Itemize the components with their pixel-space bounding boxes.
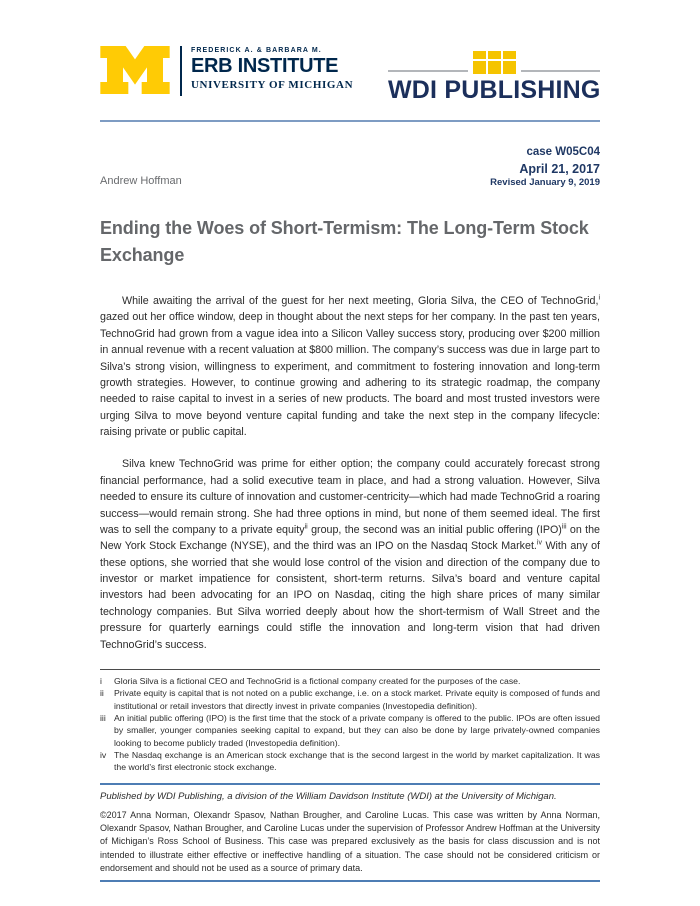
michigan-block-m-icon	[100, 46, 170, 94]
erb-benefactor-line: FREDERICK A. & BARBARA M.	[191, 47, 322, 54]
wdi-square	[473, 51, 486, 59]
erb-institute-logo	[100, 46, 353, 96]
body-paragraph: While awaiting the arrival of the guest for her next meeting, Gloria Silva, the CEO of TechnoGrid,$^i$ gazed out her office window, deep in thought about the next steps for her company. In the past ten years, TechnoGrid had grown from a vague idea into a Silicon Valley success story, producing over $200 million in annual revenue with a recent valuation at $800 million. The company’s success was due in large part to Silva’s strong vision, willingness to experiment, and commitment to fostering innovation and long-term growth strategies. However, to continue growing and adhering to its strategic roadmap, the company needed to raise capital to invest in a series of new products. The board and most trusted investors were urging Silva to move beyond venture capital funding and take the next step in the company lifecycle: raising private or public capital.	[100, 294, 600, 438]
wdi-square	[503, 51, 516, 59]
footnote-text: An initial public offering (IPO) is the first time that the stock of a private company is offered to the public. IPOs are often issued by smaller, younger companies seeking capital to expand, but they can also be done by large privately-owned companies looking to become publicly traded (Investopedia definition).	[114, 712, 600, 748]
publisher-top-rule	[100, 783, 600, 785]
footnote-reference: iv	[536, 539, 542, 547]
wdi-publishing-logo	[388, 51, 600, 105]
footnote-marker: iii	[100, 712, 106, 723]
footnote-text: The Nasdaq exchange is an American stock exchange that is the second largest in the world by market capitalization. It was the world’s first electronic stock exchange.	[114, 749, 600, 773]
wdi-right-rule	[521, 70, 601, 72]
wdi-wordmark: WDI PUBLISHING	[388, 76, 601, 104]
footnote-marker: iv	[100, 749, 107, 760]
case-title: Ending the Woes of Short-Termism: The Long-Term Stock Exchange	[100, 218, 589, 265]
body-paragraphs	[100, 293, 600, 653]
page-header	[100, 0, 600, 105]
logo-divider	[180, 46, 182, 96]
copyright-notice: ©2017 Anna Norman, Olexandr Spasov, Nathan Brougher, and Caroline Lucas. This case was written by Anna Norman, Olexandr Spasov, Nathan Brougher, and Caroline Lucas under the supervision of Professor Andrew Hoffman at the University of Michigan’s Ross School of Business. This case was prepared exclusively as the basis for class discussion and is not intended to illustrate either effective or ineffective handling of a situation. The case should not be considered criticism or endorsement and should not be used as a source of primary data.	[100, 809, 600, 873]
publisher-line: Published by WDI Publishing, a division of the William Davidson Institute (WDI) at the University of Michigan.	[100, 790, 557, 802]
footnote-marker: i	[100, 675, 102, 686]
footnotes	[100, 670, 600, 774]
wdi-square	[488, 61, 501, 74]
case-number: case W05C04	[526, 146, 600, 158]
author-name: Andrew Hoffman	[100, 175, 182, 187]
case-metadata	[490, 146, 600, 188]
erb-university-line: UNIVERSITY OF MICHIGAN	[191, 79, 354, 91]
case-date: April 21, 2017	[519, 162, 600, 176]
wdi-square	[488, 51, 501, 59]
footer-bottom-rule	[100, 880, 600, 882]
footnote-text: Gloria Silva is a fictional CEO and TechnoGrid is a fictional company created for the purposes of the case.	[114, 675, 521, 686]
footnote-reference: iii	[561, 523, 567, 531]
wdi-six-squares-icon	[473, 51, 516, 74]
footnote-marker: ii	[100, 688, 104, 699]
case-revised-date: Revised January 9, 2019	[490, 177, 600, 188]
wdi-square	[473, 61, 486, 74]
wdi-left-rule	[388, 70, 468, 72]
wdi-squares-row	[388, 51, 600, 74]
footnote-item	[100, 675, 600, 687]
footnote-item	[100, 687, 600, 712]
body-paragraph: Silva knew TechnoGrid was prime for either option; the company could accurately forecast strong financial performance, had a solid executive team in place, and had a strong valuation. However, Silva needed to ensure its culture of innovation and customer-centricity—which had made TechnoGrid a roaring success—would remain strong. She had three options in mind, but none of them seemed ideal. The first was to sell the company to a private equity$^{ii}$ group, the second was an initial public offering (IPO)$^{iii}$ on the New York Stock Exchange (NYSE), and the third was an IPO on the Nasdaq Stock Market.$^{iv}$ With any of these options, she worried that she would lose control of the vision and direction of the company due to investor or market impatience for consistent, short-term returns. Silva’s board and venture capital investors had been advocating for an IPO on Nasdaq, citing the high share prices of many similar technology companies. But Silva worried deeply about how the short-termism of Wall Street and the pressure for quarterly earnings could stifle the innovation and long-term vision that had driven TechnoGrid’s success.	[100, 458, 601, 651]
footnote-text: Private equity is capital that is not noted on a public exchange, i.e. on a stock market. Private equity is composed of funds and institutional or retail investors that directly invest in private companies (Investopedia definition).	[114, 688, 600, 711]
footnote-item	[100, 749, 600, 774]
wdi-square	[503, 61, 516, 74]
footnote-reference: ii	[304, 523, 308, 531]
footnote-reference: i	[598, 294, 600, 302]
header-divider-rule	[100, 120, 600, 122]
footnote-item	[100, 712, 600, 749]
case-info-block	[100, 146, 600, 188]
erb-institute-name: ERB INSTITUTE	[191, 55, 339, 77]
erb-wordmark	[191, 46, 353, 91]
